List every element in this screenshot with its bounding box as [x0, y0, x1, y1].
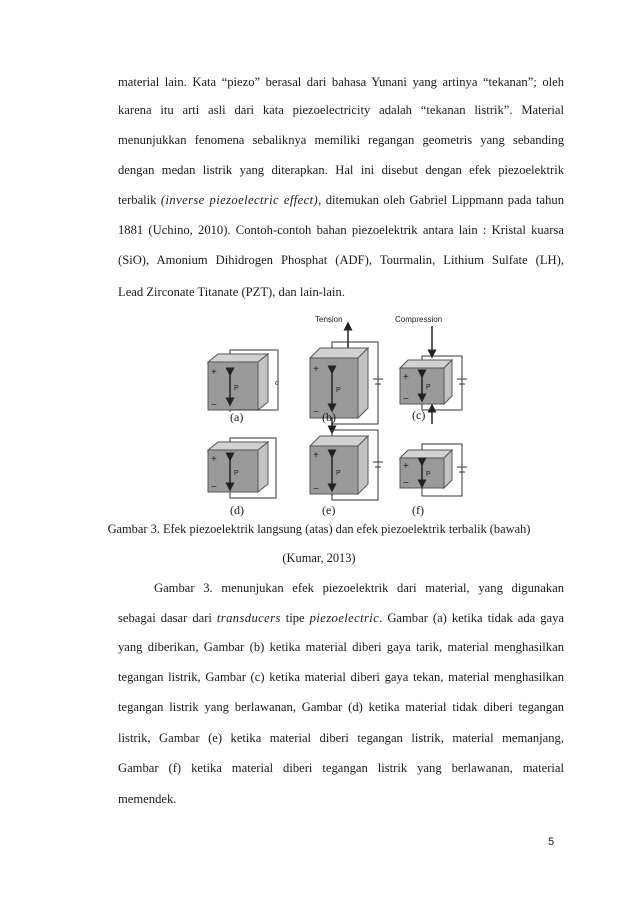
text-line: tegangan listrik, Gambar (c) ketika material diberi gaya tekan, material menghasilkan — [118, 670, 564, 684]
text-line: terbalik (inverse piezoelectric effect), ditemukan oleh Gabriel Lippmann pada tahun — [118, 193, 564, 207]
svg-text:+: + — [403, 372, 409, 383]
text-line: listrik, Gambar (e) ketika material diberi tegangan listrik, material memanjang, — [118, 731, 564, 745]
cube-d — [208, 438, 276, 498]
svg-text:P: P — [336, 387, 341, 394]
svg-text:P: P — [426, 384, 431, 391]
piezo-diagram — [200, 312, 480, 502]
cube-a — [208, 350, 279, 412]
text-line: menunjukkan fenomena sebaliknya memiliki regangan geometris yang sebanding — [118, 133, 564, 147]
svg-text:P: P — [234, 470, 239, 477]
label-c: (c) — [412, 408, 426, 422]
text-line: dengan medan listrik yang diterapkan. Hal ini disebut dengan efek piezoelektrik — [118, 163, 564, 177]
label-a: (a) — [230, 410, 244, 424]
svg-text:+: + — [211, 367, 217, 378]
svg-text:P: P — [234, 385, 239, 392]
svg-text:P: P — [426, 471, 431, 478]
svg-text:+: + — [403, 461, 409, 472]
svg-text:−: − — [403, 394, 409, 405]
text-line: memendek. — [118, 792, 177, 806]
svg-text:−: − — [403, 478, 409, 489]
label-e: (e) — [322, 503, 336, 517]
svg-text:+: + — [313, 450, 319, 461]
figure-caption: Gambar 3. Efek piezoelektrik langsung (atas) dan efek piezoelektrik terbalik (bawah) — [107, 522, 531, 536]
text-line: (SiO), Amonium Dihidrogen Phosphat (ADF), Tourmalin, Lithium Sulfate (LH), — [118, 253, 564, 267]
text-line: 1881 (Uchino, 2010). Contoh-contoh bahan piezoelektrik antara lain : Kristal kuarsa — [118, 223, 564, 237]
cube-f — [400, 444, 467, 496]
cube-b — [310, 326, 383, 430]
cube-c — [400, 326, 467, 424]
page-number: 5 — [548, 836, 555, 848]
tension-label: Tension — [315, 315, 343, 324]
text-line: Gambar 3. menunjukan efek piezoelektrik dari material, yang digunakan — [154, 581, 564, 595]
label-f: (f) — [412, 503, 424, 517]
svg-text:−: − — [313, 484, 319, 495]
text-line: Gambar (f) ketika material diberi tegangan listrik yang berlawanan, material — [118, 761, 564, 775]
figure-source: (Kumar, 2013) — [282, 551, 356, 565]
svg-text:+: + — [313, 364, 319, 375]
svg-text:P: P — [336, 470, 341, 477]
label-d: (d) — [230, 503, 244, 517]
svg-text:−: − — [211, 482, 217, 493]
svg-text:−: − — [313, 407, 319, 418]
text-line: material lain. Kata “piezo” berasal dari bahasa Yunani yang artinya “tekanan”; oleh — [118, 75, 564, 89]
text-line: tegangan listrik yang berlawanan, Gambar (d) ketika material tidak diberi tegangan — [118, 700, 564, 714]
cube-e — [310, 430, 383, 500]
svg-text:−: − — [211, 400, 217, 411]
text-line: Lead Zirconate Titanate (PZT), dan lain-lain. — [118, 285, 345, 299]
text-line: karena itu arti asli dari kata piezoelectricity adalah “tekanan listrik”. Material — [118, 103, 564, 117]
label-b: (b) — [322, 410, 336, 424]
text-line: yang diberikan, Gambar (b) ketika material diberi gaya tarik, material menghasilkan — [118, 640, 564, 654]
compression-label: Compression — [395, 315, 443, 324]
svg-text:o: o — [275, 380, 279, 387]
svg-text:+: + — [211, 454, 217, 465]
text-line: sebagai dasar dari transducers tipe piezoelectric. Gambar (a) ketika tidak ada gaya — [118, 611, 565, 625]
